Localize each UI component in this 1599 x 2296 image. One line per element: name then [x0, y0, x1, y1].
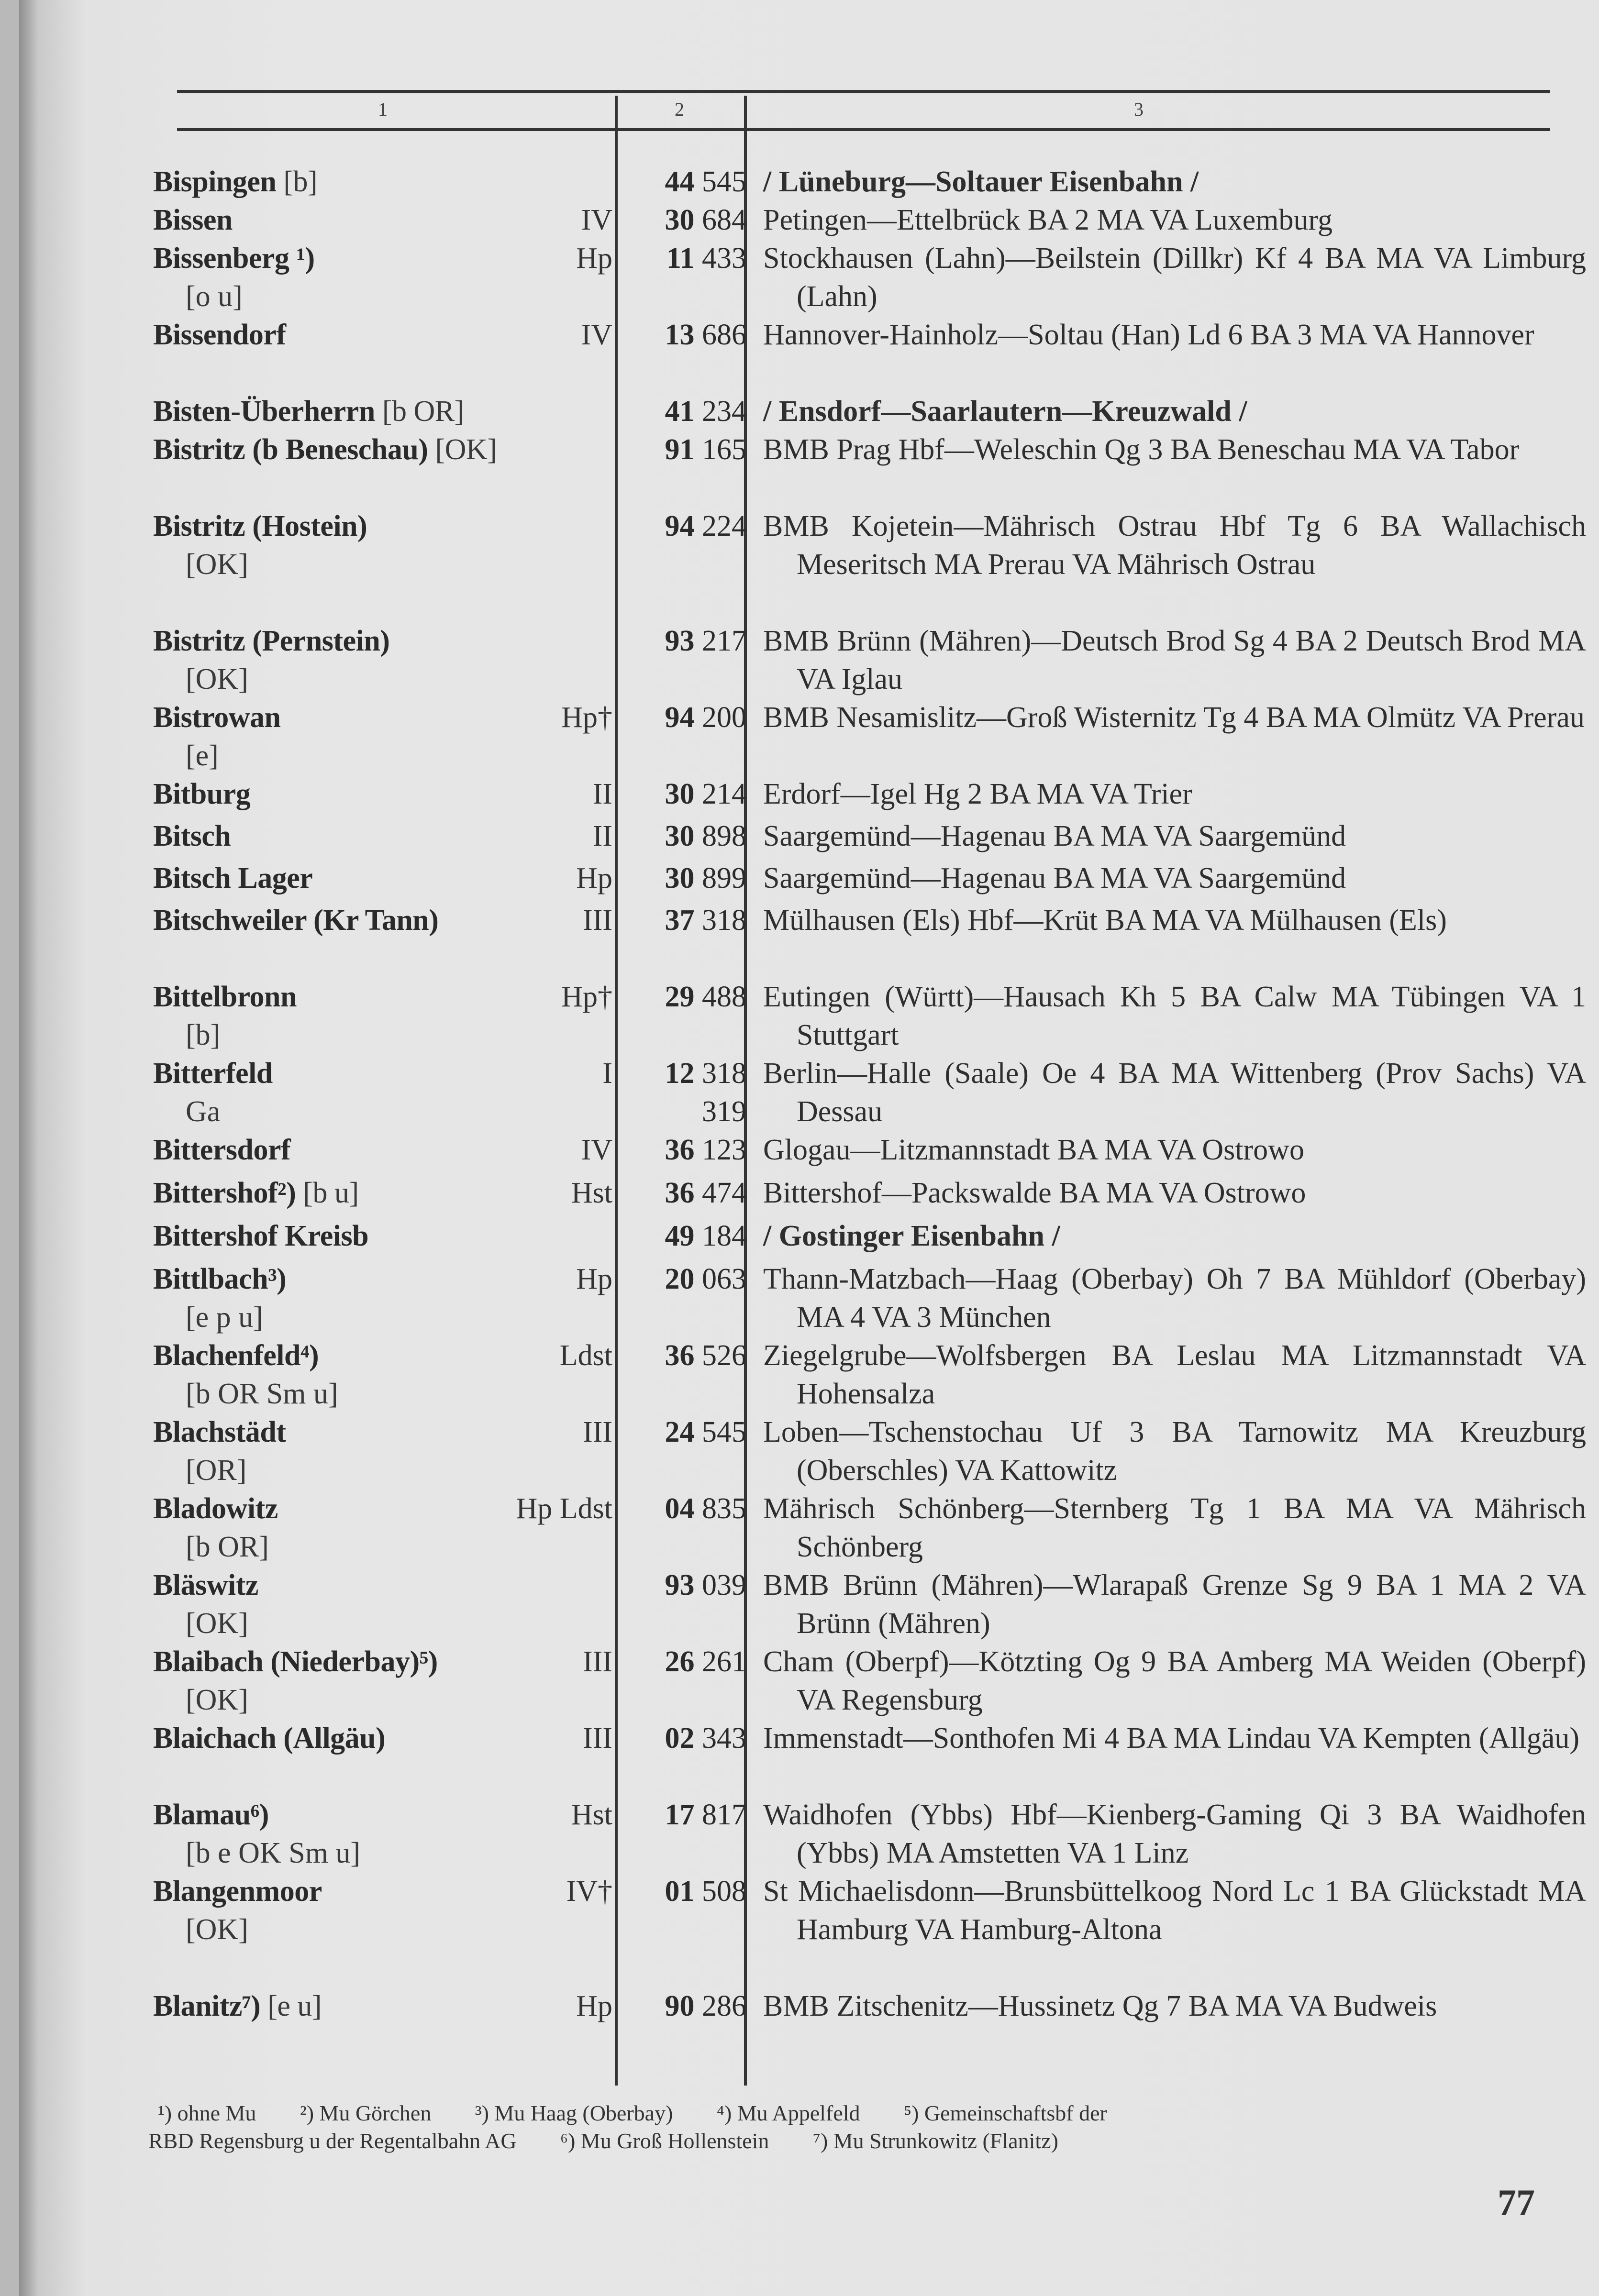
number-prefix: 13: [665, 319, 695, 351]
station-cell: [153, 901, 612, 939]
station-name-text: Bitsch: [153, 820, 231, 852]
number-prefix: 01: [665, 1875, 695, 1908]
route-description: Eutingen (Württ)—Hausach Kh 5 BA Calw MA Tübingen VA 1 Stuttgart: [763, 981, 1586, 1051]
station-name: [153, 201, 612, 239]
station-name: [153, 622, 612, 660]
station-number: 36 123: [665, 1134, 746, 1166]
station-name-text: Bittlbach³): [153, 1263, 287, 1295]
station-cell: [153, 1131, 612, 1169]
number-prefix: 90: [665, 1990, 695, 2022]
footnote: ⁷) Mu Strunkowitz (Flanitz): [812, 2129, 1058, 2153]
number-prefix: 29: [665, 981, 695, 1013]
route-description: BMB Prag Hbf—Weleschin Qg 3 BA Beneschau MA VA Tabor: [763, 433, 1520, 466]
footnote: ²) Mu Görchen: [300, 2101, 432, 2125]
station-number: 44 545: [665, 166, 746, 198]
route-description: Stockhausen (Lahn)—Beilstein (Dillkr) Kf 4 BA MA VA Limburg (Lahn): [763, 242, 1586, 313]
station-class: II: [592, 820, 612, 852]
table-row: [19, 1566, 1599, 1643]
station-name: [153, 1217, 612, 1255]
station-number: 24 545: [665, 1416, 746, 1448]
station-flags: [OK]: [186, 548, 248, 581]
station-flags: [b OR]: [382, 395, 464, 428]
footnote: ³) Mu Haag (Oberbay): [475, 2101, 673, 2125]
table-row: [19, 1260, 1599, 1336]
table-row: [19, 1719, 1599, 1796]
station-cell: [153, 1217, 612, 1255]
top-rule: [177, 90, 1550, 93]
route-description: Berlin—Halle (Saale) Oe 4 BA MA Wittenberg (Prov Sachs) VA Dessau: [763, 1057, 1586, 1128]
station-name: [153, 901, 612, 939]
number-prefix: 37: [665, 904, 695, 937]
station-class: IV: [581, 319, 612, 351]
station-flags: [b e OK Sm u]: [186, 1837, 361, 1869]
route-description: Saargemünd—Hagenau BA MA VA Saargemünd: [763, 820, 1346, 852]
number-prefix: 36: [665, 1134, 695, 1166]
station-class: Hp Ldst: [516, 1492, 612, 1525]
route-description: BMB Zitschenitz—Hussinetz Qg 7 BA MA VA Budweis: [763, 1990, 1437, 2022]
station-name: [153, 1796, 612, 1834]
station-number: 17 817: [665, 1799, 746, 1831]
station-cell: [153, 698, 612, 775]
station-name: [153, 1131, 612, 1169]
station-number: 90 286: [665, 1990, 746, 2022]
station-number: 13 686: [665, 319, 746, 351]
number-prefix: 20: [665, 1263, 695, 1295]
footnotes-line1: [158, 2100, 1545, 2127]
station-flags: [OK]: [186, 663, 248, 695]
table-row: [19, 430, 1599, 507]
route-description: Mülhausen (Els) Hbf—Krüt BA MA VA Mülhausen (Els): [763, 904, 1447, 937]
station-name-text: Bläswitz: [153, 1569, 258, 1601]
station-class: Hp: [576, 1263, 612, 1295]
station-cell: [153, 1336, 612, 1413]
footnote: RBD Regensburg u der Regentalbahn AG: [148, 2129, 517, 2153]
station-cell: [153, 201, 612, 239]
station-number: 37 318: [665, 904, 746, 937]
station-name-text: Bitburg: [153, 778, 251, 810]
number-prefix: 93: [665, 1569, 695, 1601]
route-description: BMB Brünn (Mähren)—Deutsch Brod Sg 4 BA 2 Deutsch Brod MA VA Iglau: [763, 625, 1586, 695]
table-row: [19, 775, 1599, 817]
station-class: II: [592, 778, 612, 810]
number-prefix: 26: [665, 1645, 695, 1678]
station-flags: [o u]: [186, 280, 243, 313]
station-class: Hst: [571, 1799, 612, 1831]
table-row: [19, 817, 1599, 859]
number-prefix: 04: [665, 1492, 695, 1525]
station-name: [153, 430, 612, 469]
station-class: III: [583, 1645, 612, 1678]
station-cell: [153, 1490, 612, 1566]
table-row: [19, 163, 1599, 201]
table-row: [19, 1796, 1599, 1872]
table-row: [19, 392, 1599, 430]
station-name: [153, 1054, 612, 1093]
station-cell: [153, 1719, 612, 1757]
route-description: Glogau—Litzmannstadt BA MA VA Ostrowo: [763, 1134, 1304, 1166]
station-table: [19, 163, 1599, 2064]
route-description: Loben—Tschenstochau Uf 3 BA Tarnowitz MA Kreuzburg (Oberschles) VA Kattowitz: [763, 1416, 1586, 1487]
station-cell: [153, 622, 612, 698]
number-prefix: 41: [665, 395, 695, 428]
station-name-text: Bitschweiler (Kr Tann): [153, 904, 439, 937]
footnote: ¹) ohne Mu: [158, 2101, 256, 2125]
station-number: 41 234: [665, 395, 746, 428]
station-cell: [153, 1987, 612, 2025]
route-description: Petingen—Ettelbrück BA 2 MA VA Luxemburg: [763, 204, 1333, 236]
station-name: [153, 1413, 612, 1451]
station-number: 91 165: [665, 433, 746, 466]
table-row: [19, 1490, 1599, 1566]
station-class: I: [602, 1057, 612, 1090]
station-cell: [153, 1413, 612, 1490]
station-name-text: Bissenberg ¹): [153, 242, 315, 275]
station-cell: [153, 978, 612, 1054]
number-prefix: 93: [665, 625, 695, 657]
route-description: / Gostinger Eisenbahn /: [763, 1220, 1060, 1252]
station-name-text: Bisten-Überherrn: [153, 395, 375, 428]
number-prefix: 36: [665, 1339, 695, 1372]
station-flags: [b OR]: [186, 1531, 269, 1563]
station-name-text: Bistritz (Pernstein): [153, 625, 390, 657]
route-description: / Ensdorf—Saarlautern—Kreuzwald /: [763, 395, 1247, 428]
station-name: [153, 1336, 612, 1375]
station-name-text: Bissen: [153, 204, 233, 236]
station-cell: [153, 1796, 612, 1872]
table-row: [19, 978, 1599, 1054]
station-number: 94 224: [665, 510, 746, 542]
station-cell: [153, 1643, 612, 1719]
route-description: Erdorf—Igel Hg 2 BA MA VA Trier: [763, 778, 1192, 810]
number-prefix: 24: [665, 1416, 695, 1448]
station-name-text: Blachstädt: [153, 1416, 286, 1448]
number-prefix: 94: [665, 701, 695, 734]
station-class: III: [583, 1416, 612, 1448]
number-prefix: 02: [665, 1722, 695, 1755]
station-number-alt: 319: [702, 1095, 746, 1128]
route-description: BMB Brünn (Mähren)—Wlarapaß Grenze Sg 9 BA 1 MA 2 VA Brünn (Mähren): [763, 1569, 1586, 1640]
route-description: Saargemünd—Hagenau BA MA VA Saargemünd: [763, 862, 1346, 894]
station-number: 12 318: [665, 1057, 746, 1090]
station-cell: [153, 239, 612, 316]
station-name: [153, 817, 612, 855]
route-description: Bittershof—Packswalde BA MA VA Ostrowo: [763, 1177, 1306, 1209]
station-number: 36 526: [665, 1339, 746, 1372]
station-name-text: Bitsch Lager: [153, 862, 313, 894]
header-col2: 2: [675, 99, 684, 120]
station-cell: [153, 392, 612, 430]
station-number: 29 488: [665, 981, 746, 1013]
station-name-text: Bispingen: [153, 166, 277, 198]
route-description: Hannover-Hainholz—Soltau (Han) Ld 6 BA 3 MA VA Hannover: [763, 319, 1534, 351]
table-row: [19, 316, 1599, 392]
table-row: [19, 1054, 1599, 1131]
table-row: [19, 1336, 1599, 1413]
station-name-text: Bitterfeld: [153, 1057, 273, 1090]
station-class: Hp: [576, 862, 612, 894]
station-class: Hp: [576, 1990, 612, 2022]
station-flags: [OK]: [186, 1684, 248, 1716]
number-prefix: 30: [665, 778, 695, 810]
station-class: Ldst: [559, 1339, 612, 1372]
footnote: ⁶) Mu Groß Hollenstein: [560, 2129, 769, 2153]
route-description: / Lüneburg—Soltauer Eisenbahn /: [763, 166, 1199, 198]
header-col3: 3: [1134, 99, 1144, 120]
station-name: [153, 507, 612, 545]
station-number: 02 343: [665, 1722, 746, 1755]
station-name-text: Bittershof²): [153, 1177, 296, 1209]
station-cell: [153, 817, 612, 855]
station-number: 93 217: [665, 625, 746, 657]
station-cell: [153, 316, 612, 354]
station-name-text: Bittershof Kreisb: [153, 1220, 369, 1252]
station-flags: [OK]: [435, 433, 497, 466]
station-cell: [153, 1174, 612, 1212]
station-flags: [b u]: [303, 1177, 359, 1209]
station-name: [153, 775, 612, 813]
station-cell: [153, 859, 612, 897]
station-cell: [153, 1260, 612, 1336]
station-flags: [OR]: [186, 1454, 247, 1487]
header-rule: [177, 128, 1550, 131]
route-description: Ziegelgrube—Wolfsbergen BA Leslau MA Litzmannstadt VA Hohensalza: [763, 1339, 1586, 1410]
station-name-text: Blanitz⁷): [153, 1990, 261, 2022]
station-class: IV: [581, 204, 612, 236]
station-number: 30 899: [665, 862, 746, 894]
station-flags: [e p u]: [186, 1301, 263, 1334]
station-flags: [b]: [186, 1019, 221, 1051]
route-description: BMB Nesamislitz—Groß Wisternitz Tg 4 BA MA Olmütz VA Prerau: [763, 701, 1585, 734]
table-row: [19, 1131, 1599, 1174]
route-description: St Michaelisdonn—Brunsbüttelkoog Nord Lc 1 BA Glückstadt MA Hamburg VA Hamburg-Altona: [763, 1875, 1586, 1946]
station-cell: [153, 1054, 612, 1131]
station-cell: [153, 507, 612, 584]
station-number: 26 261: [665, 1645, 746, 1678]
table-row: [19, 859, 1599, 901]
table-row: [19, 239, 1599, 316]
station-name-text: Bladowitz: [153, 1492, 278, 1525]
table-row: [19, 901, 1599, 978]
station-name: [153, 1174, 612, 1212]
route-description: Mährisch Schönberg—Sternberg Tg 1 BA MA VA Mährisch Schönberg: [763, 1492, 1586, 1563]
station-flags: [OK]: [186, 1607, 248, 1640]
station-class: IV†: [566, 1875, 612, 1908]
station-name-text: Bistritz (b Beneschau): [153, 433, 428, 466]
station-number: 20 063: [665, 1263, 746, 1295]
route-description: Cham (Oberpf)—Kötzting Og 9 BA Amberg MA Weiden (Oberpf) VA Regensburg: [763, 1645, 1586, 1716]
station-name: [153, 859, 612, 897]
page: [19, 0, 1599, 2296]
station-flags: [b]: [283, 166, 318, 198]
station-name: [153, 698, 612, 737]
table-row: [19, 698, 1599, 775]
station-cell: [153, 430, 612, 469]
station-name-text: Blaibach (Niederbay)⁵): [153, 1645, 438, 1678]
station-number: 94 200: [665, 701, 746, 734]
number-prefix: 11: [666, 242, 695, 275]
station-class: IV: [581, 1134, 612, 1166]
station-name-text: Bissendorf: [153, 319, 286, 351]
station-class: Hp†: [561, 701, 612, 734]
station-name-text: Bittersdorf: [153, 1134, 291, 1166]
station-name: [153, 1260, 612, 1298]
station-name-text: Blangenmoor: [153, 1875, 322, 1908]
page-number: 77: [1498, 2182, 1535, 2223]
station-name-text: Bistrowan: [153, 701, 281, 734]
station-flags: Ga: [186, 1095, 221, 1128]
number-prefix: 30: [665, 820, 695, 852]
number-prefix: 30: [665, 862, 695, 894]
number-prefix: 91: [665, 433, 695, 466]
station-flags: [e]: [186, 740, 219, 772]
route-description: Thann-Matzbach—Haag (Oberbay) Oh 7 BA Mühldorf (Oberbay) MA 4 VA 3 München: [763, 1263, 1586, 1334]
station-name: [153, 1566, 612, 1604]
route-description: BMB Kojetein—Mährisch Ostrau Hbf Tg 6 BA Wallachisch Meseritsch MA Prerau VA Mährisch Ostrau: [763, 510, 1586, 581]
table-row: [19, 1872, 1599, 1987]
table-row: [19, 1643, 1599, 1719]
station-number: 36 474: [665, 1177, 746, 1209]
station-name: [153, 1643, 612, 1681]
table-row: [19, 507, 1599, 622]
route-description: Immenstadt—Sonthofen Mi 4 BA MA Lindau VA Kempten (Allgäu): [763, 1722, 1580, 1755]
station-name: [153, 1987, 612, 2025]
station-number: 49 184: [665, 1220, 746, 1252]
station-flags: [OK]: [186, 1913, 248, 1946]
station-name: [153, 1872, 612, 1910]
station-number: 30 684: [665, 204, 746, 236]
station-number: 11 433: [666, 242, 746, 275]
station-cell: [153, 1566, 612, 1643]
station-flags: [b OR Sm u]: [186, 1378, 338, 1410]
number-prefix: 44: [665, 166, 695, 198]
number-prefix: 17: [665, 1799, 695, 1831]
table-row: [19, 1413, 1599, 1490]
number-prefix: 30: [665, 204, 695, 236]
station-name: [153, 978, 612, 1016]
station-name-text: Blamau⁶): [153, 1799, 269, 1831]
station-name: [153, 1719, 612, 1757]
route-description: Waidhofen (Ybbs) Hbf—Kienberg-Gaming Qi 3 BA Waidhofen (Ybbs) MA Amstetten VA 1 Linz: [763, 1799, 1586, 1869]
station-number: 01 508: [665, 1875, 746, 1908]
footnote: ⁴) Mu Appelfeld: [716, 2101, 860, 2125]
table-row: [19, 622, 1599, 698]
station-name: [153, 316, 612, 354]
number-prefix: 94: [665, 510, 695, 542]
number-prefix: 12: [665, 1057, 695, 1090]
station-number: 30 898: [665, 820, 746, 852]
station-flags: [e u]: [267, 1990, 322, 2022]
station-name: [153, 239, 612, 277]
footnotes-line2: [148, 2128, 1536, 2154]
station-cell: [153, 775, 612, 813]
station-class: Hp: [576, 242, 612, 275]
station-number: 93 039: [665, 1569, 746, 1601]
table-row: [19, 1174, 1599, 1217]
station-class: III: [583, 1722, 612, 1755]
station-class: Hp†: [561, 981, 612, 1013]
station-class: Hst: [571, 1177, 612, 1209]
number-prefix: 49: [665, 1220, 695, 1252]
station-name: [153, 392, 612, 430]
station-name-text: Blaichach (Allgäu): [153, 1722, 386, 1755]
number-prefix: 36: [665, 1177, 695, 1209]
station-cell: [153, 163, 612, 201]
station-number: 04 835: [665, 1492, 746, 1525]
header-col1: 1: [378, 99, 388, 120]
footnote: ⁵) Gemeinschaftsbf der: [904, 2101, 1107, 2125]
station-name-text: Bittelbronn: [153, 981, 297, 1013]
station-number: 30 214: [665, 778, 746, 810]
table-row: [19, 1987, 1599, 2064]
station-cell: [153, 1872, 612, 1949]
station-name: [153, 163, 612, 201]
station-name-text: Bistritz (Hostein): [153, 510, 367, 542]
table-row: [19, 1217, 1599, 1260]
station-class: III: [583, 904, 612, 937]
station-name-text: Blachenfeld⁴): [153, 1339, 319, 1372]
table-row: [19, 201, 1599, 239]
